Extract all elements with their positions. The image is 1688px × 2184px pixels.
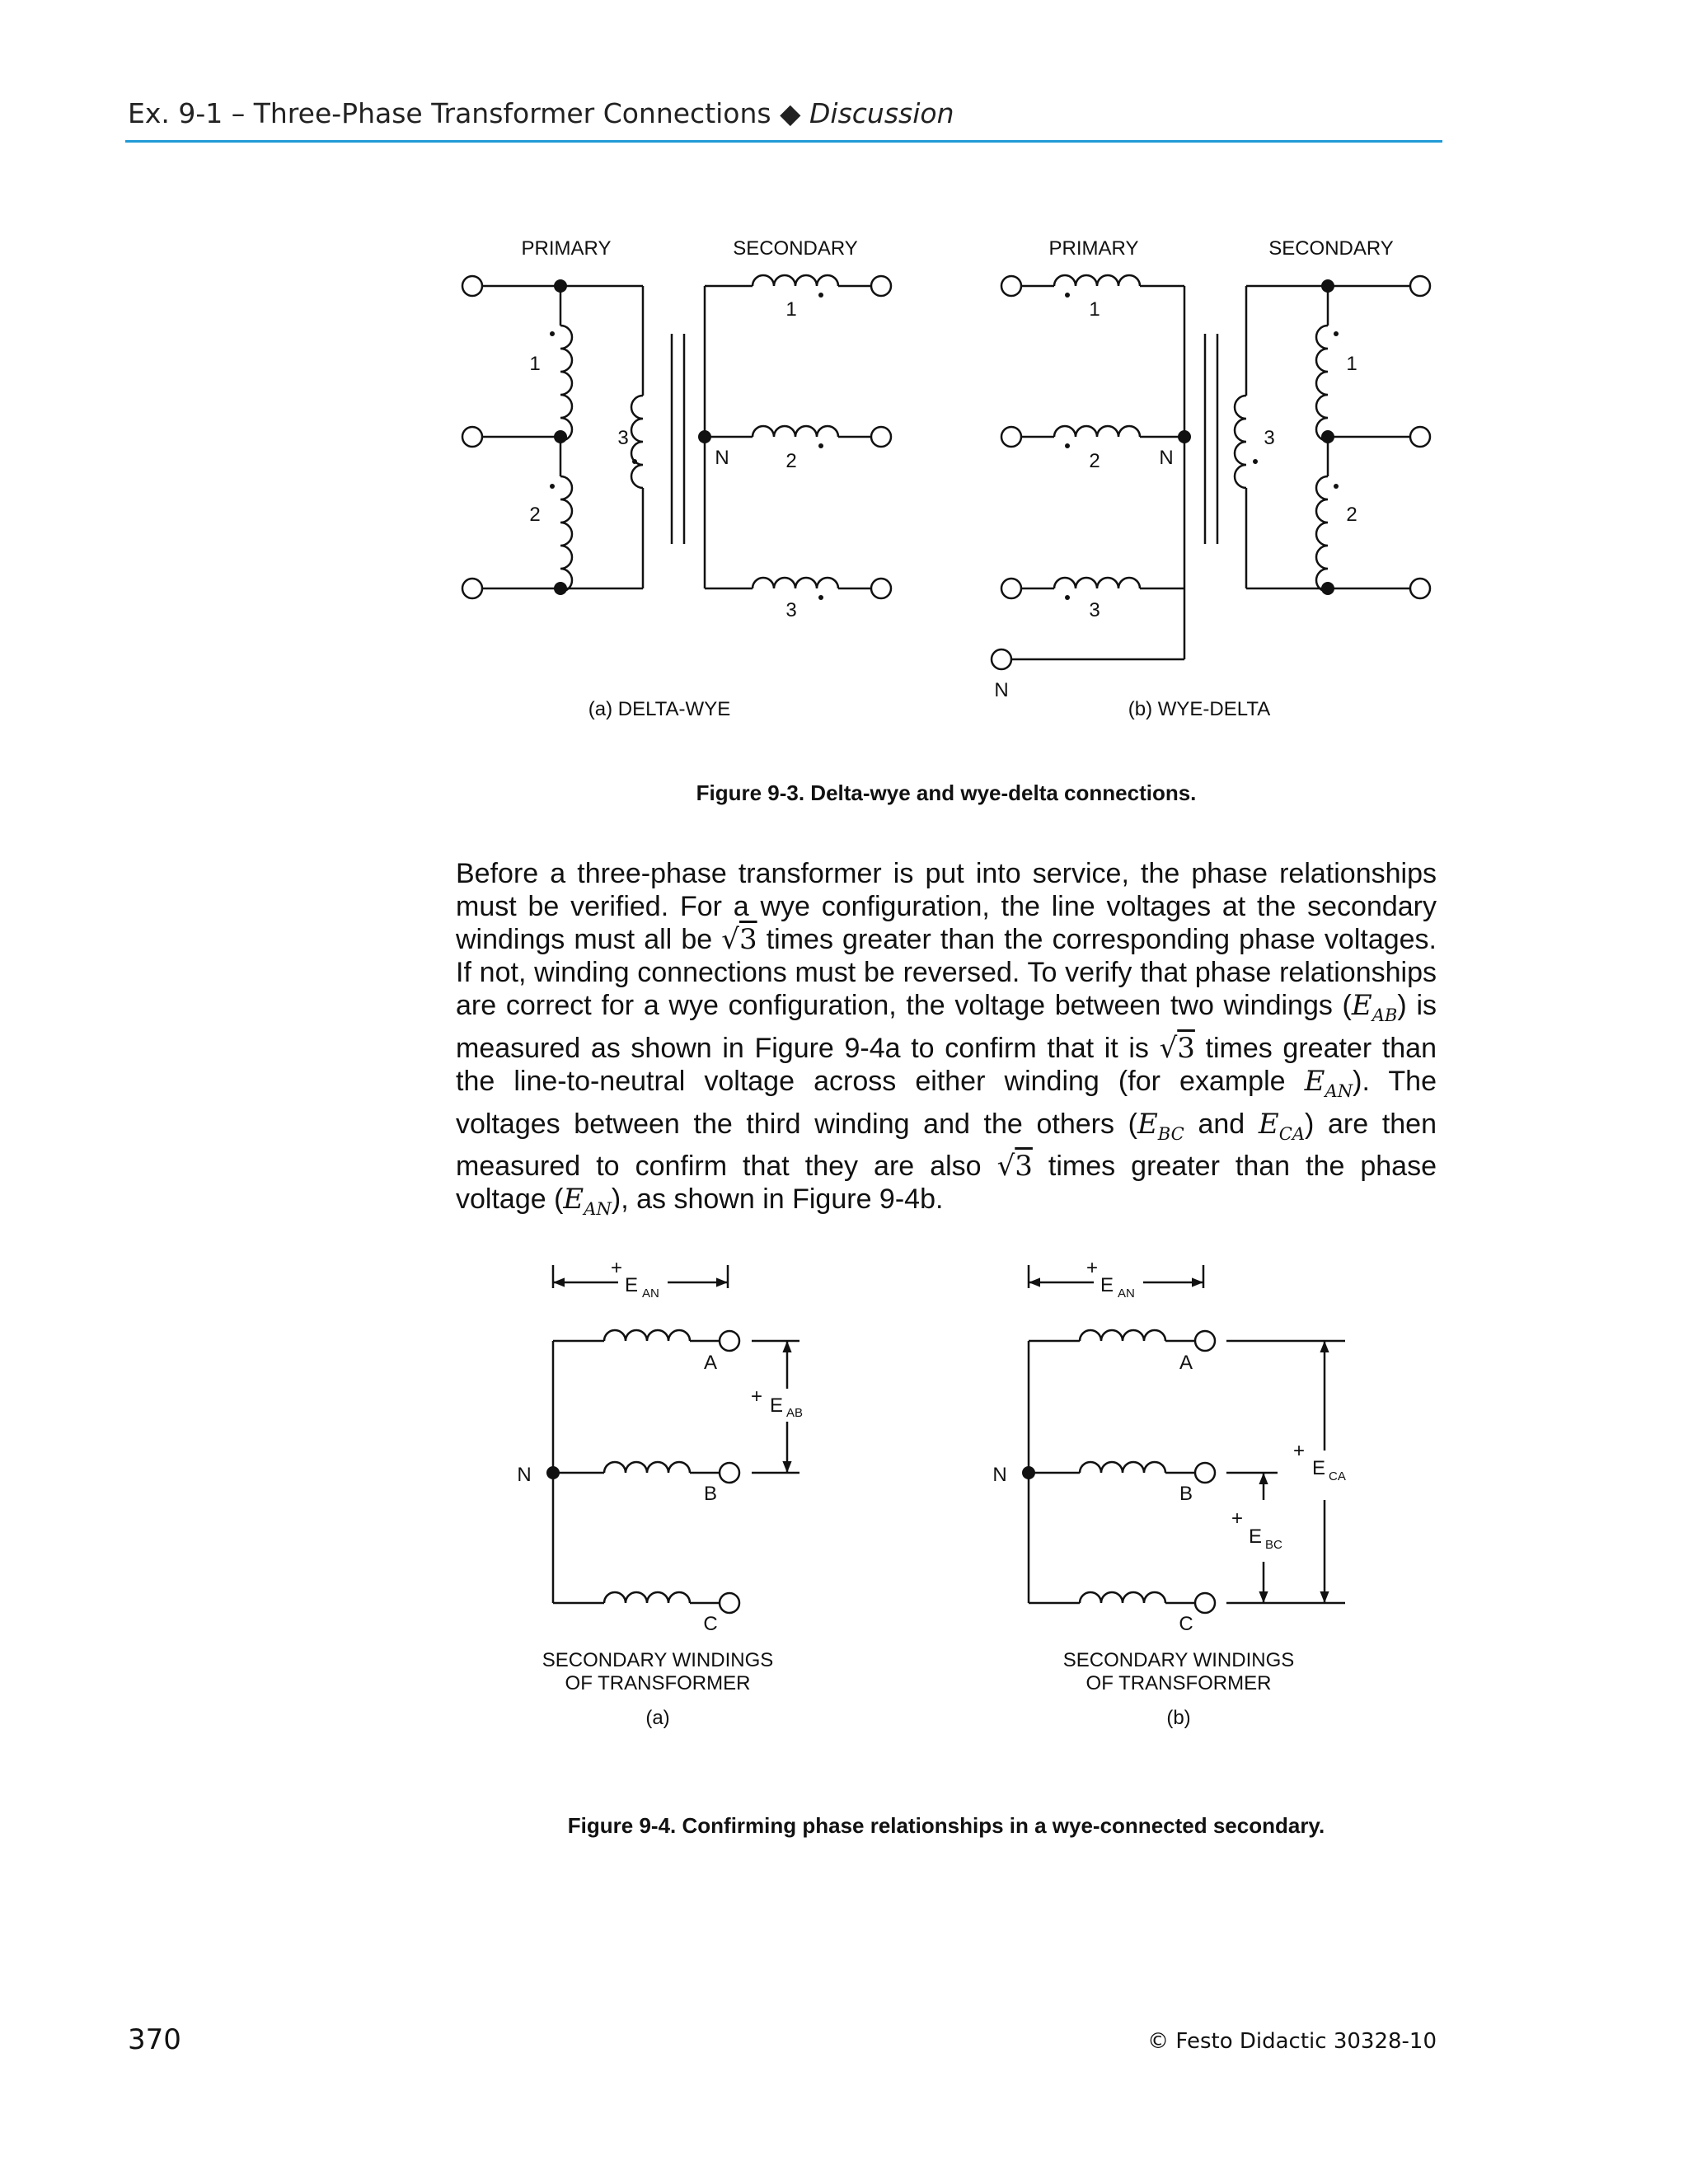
fig94a-ean-sub: AN <box>642 1286 659 1301</box>
fig93b-winding-3-sec: 3 <box>1264 427 1275 449</box>
fig93a-primary-label: PRIMARY <box>521 237 612 260</box>
body-paragraph <box>456 857 1437 1226</box>
fig93a-neutral-label: N <box>715 447 729 469</box>
figure-9-4-caption: Figure 9-4. Confirming phase relationships in a wye-connected secondary. <box>567 1813 1325 1838</box>
fig93a-winding-3: 3 <box>617 427 629 449</box>
fig94b-eca-plus: + <box>1292 1440 1306 1462</box>
sqrt-radicand: 3 <box>738 923 757 956</box>
fig93b-sec-winding-2: 2 <box>1346 504 1357 526</box>
e-ca-letter: E <box>1258 1107 1279 1141</box>
e-an-symbol <box>1304 1064 1353 1101</box>
fig93a-winding-2: 2 <box>529 504 541 526</box>
fig94b-node-b: B <box>1179 1483 1193 1505</box>
fig94b-ebc-e: E <box>1249 1526 1263 1548</box>
sqrt-radicand: 3 <box>1177 1031 1195 1065</box>
fig94a-eab-plus: + <box>750 1385 763 1408</box>
header-section: Discussion <box>809 97 954 129</box>
e-ca-sub: CA <box>1278 1122 1306 1144</box>
para-text-9: ), as shown in Figure 9-4b. <box>611 1183 944 1216</box>
fig94b-ebc-plus: + <box>1231 1507 1244 1530</box>
fig93a-sec-winding-3: 3 <box>785 599 797 621</box>
fig94a-windings-line1: SECONDARY WINDINGS <box>542 1649 774 1671</box>
fig94b-ean-plus: + <box>1085 1257 1099 1279</box>
fig93b-primary-label: PRIMARY <box>1048 237 1139 260</box>
para-text-6: and <box>1184 1108 1259 1140</box>
fig93b-secondary-label: SECONDARY <box>1268 237 1394 260</box>
e-an-letter: E <box>1304 1064 1325 1098</box>
e-an-letter-2: E <box>563 1183 584 1216</box>
sqrt-3-b: √3 <box>1159 1031 1195 1065</box>
fig93b-winding-2: 2 <box>1089 450 1100 472</box>
fig93b-caption: (b) WYE-DELTA <box>1128 698 1271 720</box>
fig93a-sec-winding-1: 1 <box>785 298 797 321</box>
fig94b-node-a: A <box>1179 1352 1193 1374</box>
fig94b-neutral: N <box>992 1464 1007 1486</box>
fig94b-eca-sub: CA <box>1329 1469 1346 1483</box>
fig94b-windings-line1: SECONDARY WINDINGS <box>1062 1649 1295 1671</box>
e-bc-letter: E <box>1137 1107 1158 1141</box>
e-an-sub-2: AN <box>584 1198 612 1220</box>
fig93a-secondary-label: SECONDARY <box>733 237 858 260</box>
para-text-7: ) are then measured to confirm that they are also <box>456 1108 1437 1183</box>
fig93b-neutral-terminal-label: N <box>994 679 1009 701</box>
fig94a-sublabel: (a) <box>645 1707 670 1729</box>
copyright: © Festo Didactic 30328-10 <box>1147 2029 1437 2054</box>
figure-9-4-a <box>553 1265 799 1613</box>
e-bc-sub: BC <box>1157 1122 1184 1144</box>
e-an-symbol-2 <box>563 1183 612 1220</box>
fig94a-ean-plus: + <box>610 1257 623 1279</box>
header-separator: ◆ <box>780 97 801 129</box>
e-ca-symbol <box>1258 1107 1306 1144</box>
para-text-2: times greater than the corresponding phase voltages. If not, winding connections must be reversed. To verify that phase relationships are correct for a wye configuration, the voltage between two windings ( <box>456 924 1437 1021</box>
sqrt-3-a: √3 <box>721 923 757 956</box>
para-text-5: ). The voltages between the third winding and the others ( <box>456 1065 1437 1140</box>
fig94a-windings-line2: OF TRANSFORMER <box>565 1672 751 1694</box>
page-number: 370 <box>128 2023 181 2056</box>
fig94a-neutral: N <box>517 1464 532 1486</box>
sqrt-3-c: √3 <box>996 1150 1033 1183</box>
sqrt-radicand: 3 <box>1015 1150 1033 1183</box>
e-an-sub: AN <box>1325 1080 1353 1101</box>
fig93b-sec-winding-1: 1 <box>1346 353 1357 375</box>
para-text-4: times greater than the line-to-neutral voltage across either winding (for example <box>456 1032 1437 1097</box>
fig94b-eca-e: E <box>1312 1457 1326 1479</box>
fig94b-node-c: C <box>1179 1613 1193 1635</box>
fig94a-node-a: A <box>703 1352 718 1374</box>
fig93a-sec-winding-2: 2 <box>785 450 797 472</box>
e-ab-sub: AB <box>1372 1004 1398 1025</box>
fig94b-ean-e: E <box>1100 1274 1114 1296</box>
fig94a-eab-sub: AB <box>786 1406 804 1420</box>
para-text-3: ) is measured as shown in Figure 9-4a to confirm that it is <box>456 990 1437 1064</box>
header-exercise: Ex. 9-1 – Three-Phase Transformer Connections <box>128 97 771 129</box>
fig93a-winding-1: 1 <box>529 353 541 375</box>
fig94a-ean-e: E <box>625 1274 639 1296</box>
fig93b-winding-3: 3 <box>1089 599 1100 621</box>
para-text-8: times greater than the phase voltage ( <box>456 1151 1437 1216</box>
fig94b-ean-sub: AN <box>1118 1286 1135 1301</box>
fig93b-neutral-label: N <box>1159 447 1174 469</box>
e-bc-symbol <box>1137 1107 1184 1144</box>
figure-9-3-a-delta-wye <box>462 275 891 598</box>
fig94b-ebc-sub: BC <box>1265 1538 1282 1552</box>
fig94b-sublabel: (b) <box>1166 1707 1191 1729</box>
fig93a-caption: (a) DELTA-WYE <box>588 698 731 720</box>
para-text-1: Before a three-phase transformer is put into service, the phase relationships must be verified. For a wye configuration, the line voltages at the secondary windings must all be <box>456 858 1437 955</box>
fig94a-node-b: B <box>703 1483 718 1505</box>
fig93b-winding-1: 1 <box>1089 298 1100 321</box>
fig94a-node-c: C <box>703 1613 718 1635</box>
fig94b-windings-line2: OF TRANSFORMER <box>1085 1672 1272 1694</box>
e-ab-symbol <box>1351 989 1398 1025</box>
figure-9-4-b <box>1029 1265 1345 1613</box>
fig94a-eab-e: E <box>770 1394 784 1417</box>
figure-9-3-caption: Figure 9-3. Delta-wye and wye-delta connections. <box>696 780 1197 805</box>
e-ab-letter: E <box>1351 989 1372 1022</box>
figure-9-3-b-wye-delta <box>992 275 1430 669</box>
